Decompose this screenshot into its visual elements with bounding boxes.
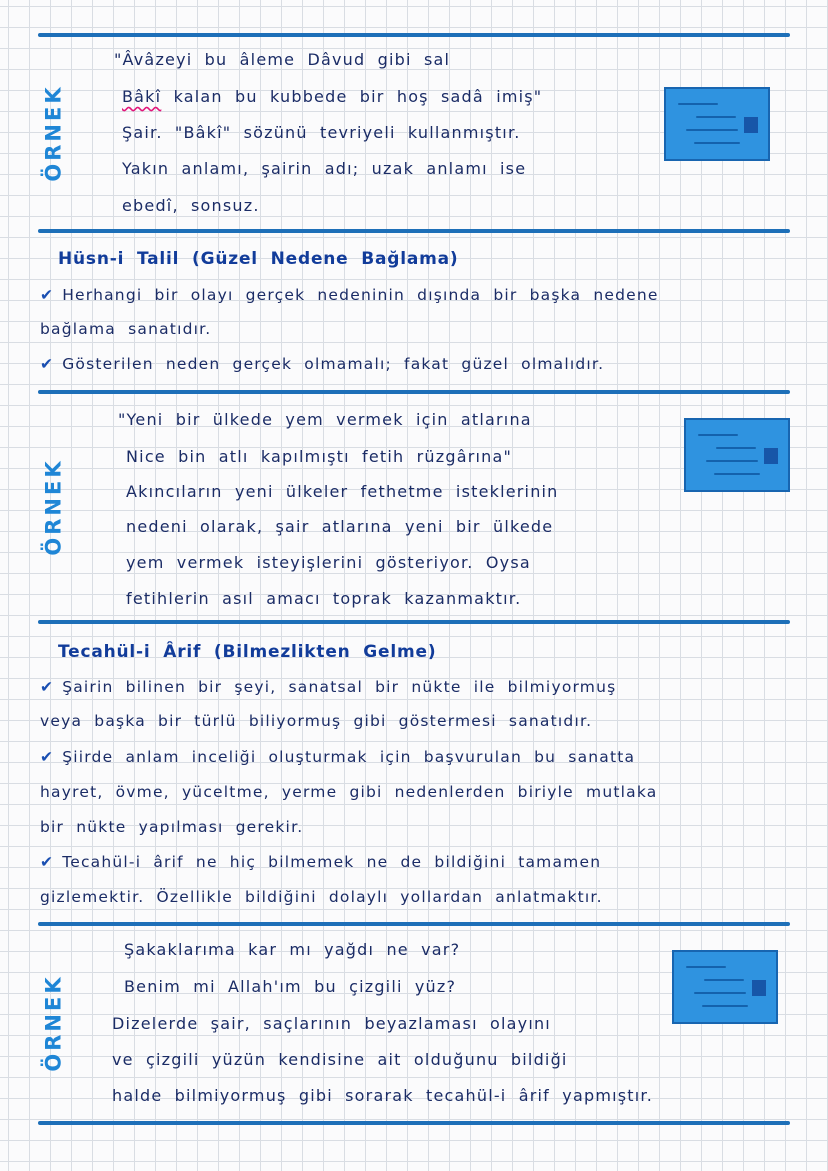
divider [38, 922, 790, 926]
definition-line: veya başka bir türlü biliyormuş gibi göstermesi sanatıdır. [40, 712, 593, 730]
example2-line: Nice bin atlı kapılmıştı fetih rüzgârına" [126, 447, 513, 466]
check-icon: ✔ [40, 853, 55, 871]
definition-line: ✔ Tecahül-i ârif ne hiç bilmemek ne de bildiğini tamamen [40, 853, 602, 871]
definition-line: ✔ Şiirde anlam inceliği oluşturmak için başvurulan bu sanatta [40, 748, 636, 766]
example-label: ÖRNEK [42, 458, 66, 556]
check-icon: ✔ [40, 355, 55, 373]
example1-line: "Âvâzeyi bu âleme Dâvud gibi sal [114, 50, 451, 69]
example2-line: Akıncıların yeni ülkeler fethetme isteklerinin [126, 482, 559, 501]
example-label: ÖRNEK [42, 974, 66, 1072]
definition-line: hayret, övme, yüceltme, yerme gibi nedenlerden biriyle mutlaka [40, 783, 658, 801]
example2-line: nedeni olarak, şair atlarına yeni bir ülkede [126, 517, 554, 536]
divider [38, 229, 790, 233]
definition-line: ✔ Şairin bilinen bir şeyi, sanatsal bir nükte ile bilmiyormuş [40, 678, 617, 696]
example2-line: fetihlerin asıl amacı toprak kazanmaktır. [126, 589, 522, 608]
definition-line: bağlama sanatıdır. [40, 320, 212, 338]
example3-line: halde bilmiyormuş gibi sorarak tecahül-i ârif yapmıştır. [112, 1086, 653, 1105]
example1-line: Yakın anlamı, şairin adı; uzak anlamı ise [122, 159, 527, 178]
example2-line: yem vermek isteyişlerini gösteriyor. Oysa [126, 553, 531, 572]
definition-line: gizlemektir. Özellikle bildiğini dolaylı yollardan anlatmaktır. [40, 888, 603, 906]
definition-line: ✔ Herhangi bir olayı gerçek nedeninin dışında bir başka nedene [40, 286, 659, 304]
example3-line: Dizelerde şair, saçlarının beyazlaması olayını [112, 1014, 551, 1033]
card-icon [684, 418, 790, 492]
highlighted-word: Bâkî [122, 87, 162, 106]
check-icon: ✔ [40, 748, 55, 766]
card-icon [672, 950, 778, 1024]
section-title-tecahul-i-arif: Tecahül-i Ârif (Bilmezlikten Gelme) [58, 642, 437, 662]
check-icon: ✔ [40, 678, 55, 696]
definition-line: ✔ Gösterilen neden gerçek olmamalı; fakat güzel olmalıdır. [40, 355, 605, 373]
example3-line: Şakaklarıma kar mı yağdı ne var? [124, 940, 461, 959]
example1-line: Şair. "Bâkî" sözünü tevriyeli kullanmıştır. [122, 123, 521, 142]
example-label: ÖRNEK [42, 83, 66, 182]
example3-line: ve çizgili yüzün kendisine ait olduğunu bildiği [112, 1050, 568, 1069]
example2-line: "Yeni bir ülkede yem vermek için atlarına [118, 410, 532, 429]
check-icon: ✔ [40, 286, 55, 304]
divider [38, 620, 790, 624]
example3-line: Benim mi Allah'ım bu çizgili yüz? [124, 977, 457, 996]
section-title-husn-i-talil: Hüsn-i Talil (Güzel Nedene Bağlama) [58, 249, 459, 269]
definition-line: bir nükte yapılması gerekir. [40, 818, 304, 836]
divider [38, 1121, 790, 1125]
example1-line: ebedî, sonsuz. [122, 196, 260, 215]
example1-line: Bâkî kalan bu kubbede bir hoş sadâ imiş" [122, 87, 543, 106]
divider [38, 390, 790, 394]
divider [38, 33, 790, 37]
card-icon [664, 87, 770, 161]
